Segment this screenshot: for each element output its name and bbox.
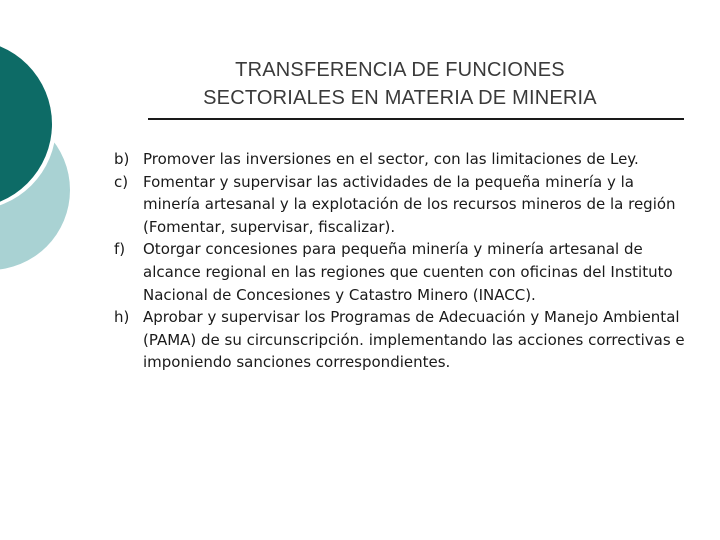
decorative-circles bbox=[0, 0, 120, 300]
title-line-2: SECTORIALES EN MATERIA DE MINERIA bbox=[203, 87, 597, 109]
list-item-text: Fomentar y supervisar las actividades de la pequeña minería y la minería artesanal y la explotación de los recursos mineros de la región (Fomentar, supervisar, fiscalizar). bbox=[143, 172, 676, 236]
list-marker: c) bbox=[114, 172, 129, 191]
list-item-text: Aprobar y supervisar los Programas de Adecuación y Manejo Ambiental (PAMA) de su circunscripción. implementando las acciones correctivas e imponiendo sanciones correspondientes. bbox=[143, 308, 685, 372]
list-marker: f) bbox=[114, 240, 126, 259]
title-line-1: TRANSFERENCIA DE FUNCIONES bbox=[235, 59, 565, 81]
list-marker: h) bbox=[114, 308, 130, 327]
list-marker: b) bbox=[114, 150, 130, 168]
list-item-text: Promover las inversiones en el sector, con las limitaciones de Ley. bbox=[143, 150, 639, 168]
slide-title bbox=[160, 56, 640, 112]
list-item-h bbox=[114, 306, 694, 374]
list-item-text: Otorgar concesiones para pequeña minería y minería artesanal de alcance regional en las regiones que cuenten con oficinas del Instituto Nacional de Concesiones y Catastro Minero (INACC). bbox=[143, 240, 673, 304]
function-list bbox=[114, 148, 694, 374]
list-item-b bbox=[114, 148, 694, 171]
list-item-f bbox=[114, 238, 694, 306]
list-item-c bbox=[114, 171, 694, 239]
title-divider bbox=[148, 118, 684, 120]
